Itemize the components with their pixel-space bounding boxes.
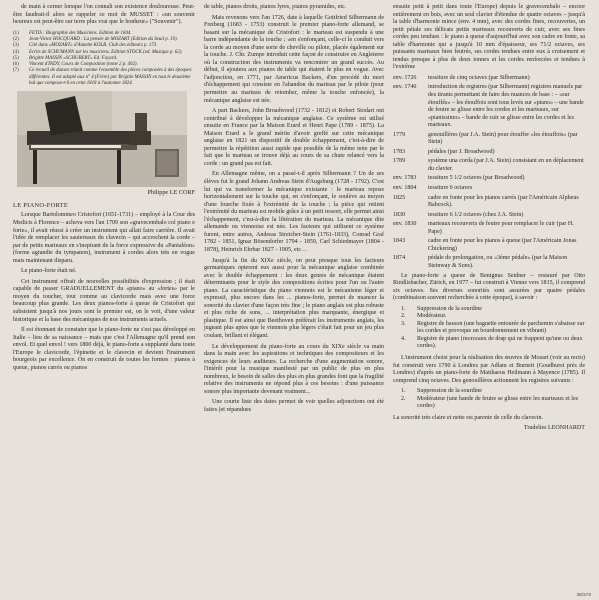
timeline-text: pédale de prolongation, ou «3ème pédale» (par la Maison Steinway & Sons). (428, 255, 568, 269)
timeline-year: 1874 (393, 255, 406, 262)
body-paragraph: La sonorité très claire et nette est parente de celle du clavecin. (393, 414, 544, 421)
footnote-text: Brigitte MASSIN «SCHUBERT» Ed. Fayard. (29, 55, 118, 61)
timeline-text: introduction de registres (par Silbermann) registres manuels par des tirants permettant de faire des nuances de base : – «sur étouffés» – les étouffois sont tous levés sur «piano» – une bande de feutre se glisse entre les cordes et les marteaux, sur «pianissimo» – bande de cuir se glisse entre les cordes et les marteaux. (428, 84, 584, 129)
timeline-row (393, 132, 585, 147)
timeline-text: système una corda (par J.A. Stein) consistant en un déplacement du clavier. (428, 158, 584, 172)
fortepiano-photo (17, 91, 187, 187)
footnote-number: (3) (13, 43, 19, 49)
timeline-row (393, 84, 585, 129)
footnote-number: (1) (13, 30, 19, 36)
body-paragraph: A part Backers, John Broadwood (1732 - 1812) et Robert Stodart ont contribué à développer la mécanique anglaise. Ce système est utilisé ensuite en France par la Maison Erard et Henri Pape (1789 - 1875). La Maison Erard a le grand mérite d'avoir greffé sur cette mécanique anglaise en 1821 un dispositif de double échappement, c'est-à-dire de permettre la répétition aussi rapide que possible de la même note par le fait que le marteau se trouve déjà au cours de sa chute relancé vers la corde : un grand pas est fait. (204, 108, 384, 167)
footnote-number: (7) (13, 68, 19, 74)
footnote-number: (6) (13, 62, 19, 68)
body-paragraph: de table, pianos droits, pianos lyres, pianos pyramides, etc. (204, 4, 347, 10)
register-number: 2. (401, 313, 406, 320)
timeline-text: marteaux recouverts de feutre pour remplacer le cuir (par H. Pape) (428, 221, 574, 235)
register-item (401, 396, 585, 411)
timeline-row (393, 185, 585, 193)
register-number: 3. (401, 320, 406, 327)
footnotes (13, 31, 195, 88)
timeline-year: 1825 (393, 194, 406, 201)
register-item (401, 336, 585, 351)
body-paragraph: Cet instrument offrait de nouvelles possibilités d'expression ; il était capable de passer GRADUELLEMENT du «piano» au «fortes» par le moyen du toucher, tout comme au clavicorde mais avec une force beaucoup plus grande. Les deux pianos-forte à queue de Cristofori qui subsistent jusqu'à nos jours sont le premier est, on le voit, d'une valeur historique et la base des mécaniques de nos instruments actuels. (13, 278, 195, 323)
register-list (401, 388, 585, 411)
register-number: 1. (401, 305, 406, 312)
body-paragraph: ensuite petit à petit dans toute l'Europe) depuis le gravecembalo – encore entièrement en bois, avec un seul clavier d'étendue de quatre octaves – jusqu'à la table d'harmonie mince (env. 4 mm), avec des cordes fines, recouvertes, un petit pétale ses délicats petits marteaux recouverts de cuir, avec ses fines cordes peu tendues : le piano à queue d'aujourd'hui avec son cadre en fonte, sa table d'harmonie qui a jusqu'à 10 mm d'épaisseur, ses 71/2 octaves, ses puissants marteaux bien feutrés, ses cordes tendues entre eux à croisement et tendus presque à plus de deux tonnes et les cordes renforcées et tendues à l'extrême (393, 4, 585, 71)
timeline-text: pédales (par J. Broadwood) (428, 148, 495, 155)
timeline-text: tessiture 6 octaves (428, 185, 473, 192)
timeline-text: genouillères (par J.A. Stein) pour étouffer «les étouffois» (par Stein) (428, 131, 578, 146)
timeline-list (393, 75, 585, 271)
body-paragraph: Mais revenons vers l'an 1726, date à laquelle Gottfried Silbermann de Freiberg (1683 - 1753) construit le premier piano-forte allemand, se basant sur la mécanique de Cristofori : le marteau est suspendu à une barre indépendante de la touche ; «en s'enfonçant, celle-ci le conduit vers la corde au moyen d'une sorte de cheville ou pilote, placée également sur la touche. J. Chr. Zumpe introduit cette façon de construire en Angleterre où la construction des instruments va rencontrer un grand succès. Au début, il ajoutera aux pianos de table qui étaient le plus en vogue. Avec l'adjonction, en 1771, par Americus Backers, d'un procédé du mort d'échappement qui consiste en l'abandon du marteau par le pilote (pour permettre au marteau de retomber, même la touche enfoncée), la mécanique anglaise est née. (204, 14, 384, 104)
timeline-year: env. 1783 (393, 175, 417, 182)
timeline-year: env. 1726 (393, 74, 417, 81)
timeline-row (393, 158, 585, 173)
register-text: Modérateur (une bande de feutre se glisse entre les marteaux et les cordes) (417, 395, 579, 410)
timeline-row (393, 175, 585, 183)
intro-paragraph: de main à cerner lorsque l'on connaît son existence douloureuse. Peut-être faudrait-il alors se rappeler ce mot de MUSSET : «un souvenir heureux est peut-être sur terre plus vrai que le bonheur» ("Souvenir"). (13, 4, 195, 26)
footnote-text: Cité dans «MOZART» d'Annette KOLB. Club des éditeurs p. 173. (29, 43, 158, 49)
register-item (401, 306, 585, 314)
timeline-row (393, 255, 585, 270)
register-number: 4. (401, 335, 406, 342)
body-paragraph: En Allemagne même, on a passé-t-il après Silbermann ? Un de ses élèves fut le grand Johann Andreas Stein d'Augsburg (1728 - 1792). C'est lui qui va transformer la mécanique existante : le marteau repose horizontalement sur la touche qui, en s'enfonçant, le soulève au moyen d'une fourche fixée à l'extrémité de la touche ; la pièce qui retient l'extrémité du marteau est mobile grâce à un petit ressort, elle permet ainsi l'échappement, c'est-à-dire la libération du marteau. La mécanique dite allemande ou viennoise est née. Les facteurs qui utilisent ce système furent, entre autres, Andreas Streicher-Stein (1761-1833), Conrad Graf 1782 - 1851, Ignaz Bösendorfer 1794 - 1859, Carl Schiedmayer (1804 - 1878), Heinrich Ehrbar 1827 - 1905, etc… (204, 171, 384, 253)
body-paragraph: Le développement du piano-forte au cours du XIXe siècle va main dans la main avec les aspirations et techniques des compositeurs et les exigences de leurs auditeurs. La recherche d'une augmentation sonore, l'intérêt pour la musique manifesté par un public de plus en plus nombreux, le besoin de salles des plus en plus grandes font que la fragilité relative des instruments ne répond plus à ces besoins : d'une puissance sonore plus importante devenant vraiment... (204, 343, 384, 395)
register-text: Modérateur. (417, 313, 447, 320)
body-paragraph: Il est étonnant de constater que le piano-forte ne s'est pas développé en Italie – lieu de sa naissance – mais que c'est l'Allemagne qu'il prend son envol. Et quel envol ! vers 1800 déjà, le piano-forte a supplanté dans toute l'Europe le clavicorde, l'épinette et le clavecin et devient l'instrument bourgeois par excellence. On en construit de toutes les formes : pianos à queue, pianos carrés ou pianos (13, 327, 195, 371)
timeline-row (393, 212, 585, 220)
register-text: Suppression de la sourdine (417, 305, 482, 312)
timeline-year: env. 1740 (393, 84, 417, 91)
footnote-number: (4) (13, 49, 19, 55)
footnote-number: (2) (13, 36, 19, 42)
register-number: 2. (401, 395, 406, 402)
timeline-year: 1789 (393, 158, 406, 165)
body-paragraph: Le piano-forte était né. (21, 268, 77, 275)
register-text: Registre de basson (une baguette entourée de parchemin s'abaisse sur les cordes et provoque un bourdonnement en vibrant) (417, 320, 585, 335)
timeline-row (393, 221, 585, 236)
timeline-row (393, 75, 585, 83)
timeline-row (393, 238, 585, 253)
column-middle (204, 4, 384, 417)
timeline-text: tessiture de cinq octaves (par Silbermann) (428, 74, 530, 81)
catalog-number: 3B/578 (576, 592, 591, 597)
register-item (401, 321, 585, 336)
footnote-number: (5) (13, 55, 19, 61)
section-heading: LE PIANO-FORTE (13, 201, 69, 209)
timeline-row (393, 195, 585, 210)
body-paragraph: Lorsque Bartolommeo Cristofori (1651-1731) – employé à la Cour des Medicis à Florence – acheva vers l'an 1709 son «gravecembalo col piano e forte», il avait réussi à créer un instrument qui allait faire carrière. Il avait l'idée de remplacer les sautereaux du clavecin – qui accrochent la corde – par de petits marteaux en s'inspirant de la force expressive du «Pantaléon» (forme agrandie du tympanon), instrument à cordes alors très en vogue mais maintenant disparu. (13, 212, 195, 264)
body-paragraph: Une courte liste des dates permet de voir quelles adjonctions ont été faites (et répandues (204, 399, 384, 413)
footnote-item (13, 68, 195, 87)
timeline-text: tessiture 6 1/2 octaves (chez J.A. Stein) (428, 211, 524, 218)
body-paragraph: L'instrument choisi pour la réalisation des œuvres de Mozart (voir au recto) fut construit vers 1790 à Londres par Adlam et Burnett (Goudhurst près de Londres) d'après un piano-forte de Matthaeus Heilmann à Mayence (1785). Il comprend cinq octaves. Des genouillères actionnent les registres suivants : (393, 354, 585, 384)
register-number: 1. (401, 388, 406, 395)
timeline-year: 1783 (393, 148, 406, 155)
timeline-text: cadre en fonte pour les pianos à queue (par l'Américain Jonas Chickering) (428, 238, 577, 252)
register-item (401, 388, 585, 396)
footnote-text: Vincent d'INDY, Cours de Composition (tome 2 p. 402). (29, 62, 138, 68)
timeline-year: 1830 (393, 211, 406, 218)
footnote-text: FETIS : Biographie des Musiciens. Edition de 1844. (29, 30, 132, 36)
column-right (393, 4, 585, 433)
timeline-year: env. 1804 (393, 185, 417, 192)
column-left (13, 4, 195, 375)
photo-caption: Philippe LE CORF (147, 189, 195, 197)
author-signature: Trudelies LEONHARDT (523, 425, 585, 432)
timeline-text: cadre en fonte pour les pianos carrés (par l'Américain Alpheus Babcock). (428, 194, 579, 209)
timeline-text: tessiture 5 1/2 octaves (par Broadwood) (428, 175, 525, 182)
register-list (401, 306, 585, 351)
register-text: Registre de piano (morceaux de drap qui ne frappent qu'une ou deux cordes). (417, 335, 583, 350)
body-paragraph: Jusqu'à la fin du XIXe siècle, on peut presque tous les facteurs germaniques opterent eux aussi pour la mécanique anglaise combinée avec le double échappement : les deux genres de mécanique étaient déterminants pour le style des compositions écrites pour l'un ou l'autre piano. La caractéristique du piano viennois est le mécanisme léger et expressif, plus encore dans les ... pianos-forte, permet de nuancer la sonorité du clavier d'une façon très fine ; le piano anglais est plus robuste et plus riche de sons, ... interprétation plus marquante, énergique et plastique. Il est ainsi que Beethoven préférait les instruments anglais, les jugeant plus aptes que le viennois plus légers c'était fait pour un jeu plus coulant, brillant et élégant. (204, 257, 384, 339)
fortepiano-illustration (17, 91, 187, 187)
timeline-row (393, 149, 585, 157)
footnote-text: Ce recueil de danses réunit comme l'ensemble des pièces composées à des époques différentes. Il est adopté aux n° 4 (Frère) par Brigitte MASSIN en tout le deuxième bal que compose-t-il en cette 1818 à l'automne 1824. (29, 68, 192, 87)
timeline-year: env. 1830 (393, 221, 417, 228)
body-paragraph: Le piano-forte a queue de Benignus Seidner – restauré par Otto Rindlisbacher, Zürich, en 1977 – fut construit à Vienne vers 1815, il comprend six octaves. Ses diverses sonorités sont assurées par quatre pédales (combinaison souvent recherchée à cette époque), à savoir : (393, 272, 585, 302)
timeline-year: 1779 (393, 131, 406, 138)
timeline-year: 1843 (393, 238, 406, 245)
footnote-text: Ecrits de SCHUMANN sur les musiciens. Edition STOCK (ed. Musique p. 62). (29, 49, 183, 55)
register-item (401, 313, 585, 321)
footnote-text: Jean-Victor HOCQUARD : La pensée de MOZART (Edition du Seuil p. 19). (29, 36, 178, 42)
register-text: Suppression de la sourdine (417, 388, 482, 395)
